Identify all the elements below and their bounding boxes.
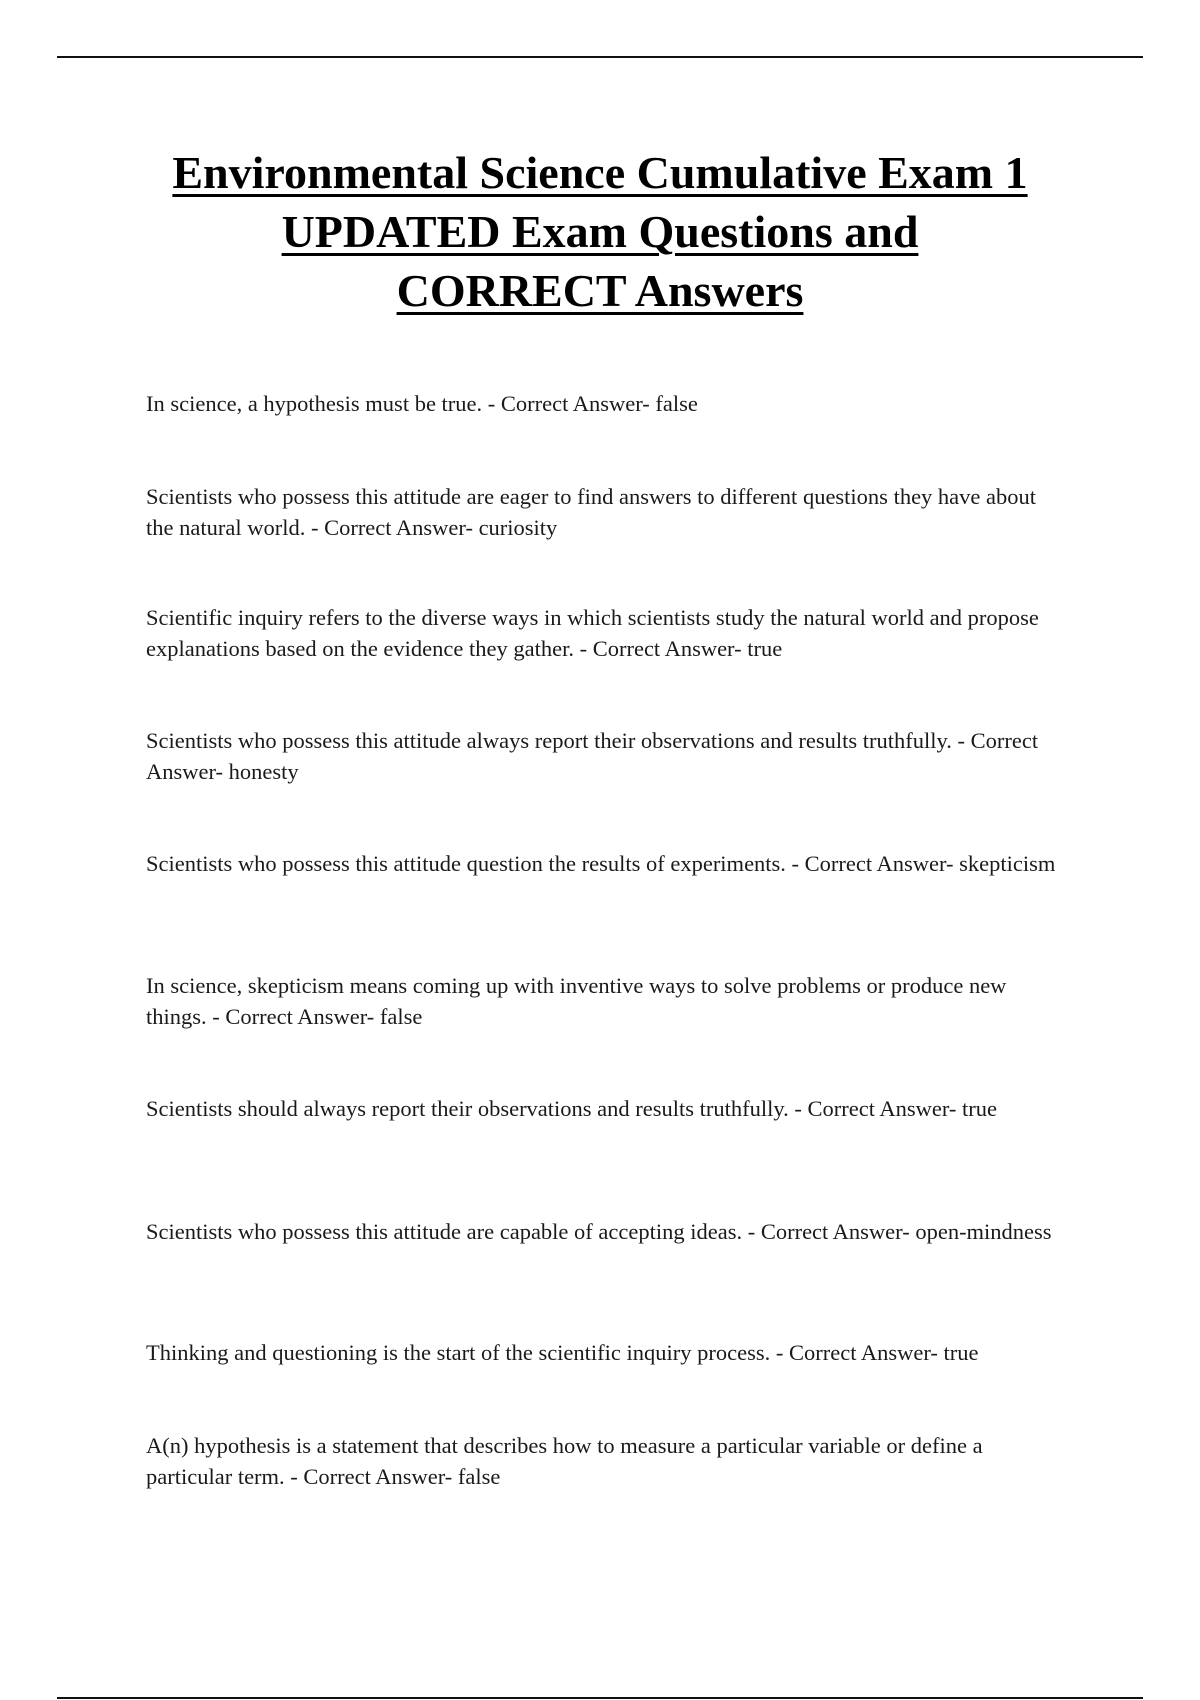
document-title: [100, 143, 1100, 320]
qa-item-7: Scientists should always report their observations and results truthfully. - Correct Answer- true: [146, 1096, 998, 1121]
title-line-1: Environmental Science Cumulative Exam 1: [172, 147, 1028, 198]
qa-item-1: In science, a hypothesis must be true. - Correct Answer- false: [146, 391, 698, 416]
header-rule: [57, 56, 1143, 58]
qa-item-5: Scientists who possess this attitude question the results of experiments. - Correct Answer- skepticism: [146, 851, 1056, 876]
qa-item-6: In science, skepticism means coming up with inventive ways to solve problems or produce new things. - Correct Answer- false: [146, 973, 1007, 1029]
qa-item-2: Scientists who possess this attitude are eager to find answers to different questions they have about the natural world. - Correct Answer- curiosity: [146, 484, 1037, 540]
qa-item-10: A(n) hypothesis is a statement that describes how to measure a particular variable or define a particular term. - Correct Answer- false: [146, 1433, 983, 1489]
title-line-2: UPDATED Exam Questions and: [281, 206, 919, 257]
qa-item-9: Thinking and questioning is the start of the scientific inquiry process. - Correct Answer- true: [146, 1340, 979, 1365]
qa-item-8: Scientists who possess this attitude are capable of accepting ideas. - Correct Answer- open-mindness: [146, 1219, 1052, 1244]
qa-item-3: Scientific inquiry refers to the diverse ways in which scientists study the natural world and propose explanations based on the evidence they gather. - Correct Answer- true: [146, 605, 1039, 661]
title-line-3: CORRECT Answers: [396, 265, 804, 316]
footer-rule: [57, 1697, 1143, 1699]
qa-item-4: Scientists who possess this attitude always report their observations and results truthfully. - Correct Answer- honesty: [146, 728, 1039, 784]
